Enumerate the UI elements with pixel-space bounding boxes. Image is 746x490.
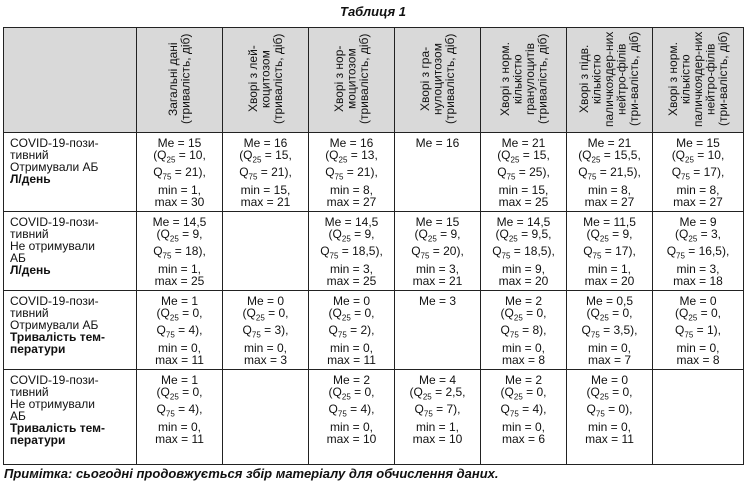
cell-line: $Q_{75} = 18,5$), [320, 244, 383, 261]
cell-line: ($Q_{25} = 15$, [497, 148, 550, 165]
row-label-line: Не отримували [10, 239, 95, 253]
data-table [3, 27, 744, 465]
cell-line: max = 3 [243, 352, 288, 367]
row-label [4, 212, 137, 291]
cell-line: min = 1, [157, 182, 202, 197]
row-label-bold-line: Тривалість тем- [10, 330, 105, 344]
row-label-bold-line: ператури [10, 342, 66, 356]
cell-line: Me = 0,5 [585, 294, 634, 308]
cell-line: max = 8 [676, 352, 720, 367]
row-label-line: COVID-19-пози- [10, 373, 99, 387]
cell-line: ($Q_{25} = 0$, [328, 306, 375, 323]
cell-line: ($Q_{25} = 0$, [156, 385, 203, 402]
table-row [4, 370, 744, 465]
cell-line: max = 8 [501, 352, 546, 367]
cell-line: min = 0, [243, 340, 288, 355]
row-label [4, 370, 137, 465]
cell-line: Me = 3 [418, 294, 457, 308]
cell-line: max = 18 [673, 273, 723, 288]
cell-line: max = 10 [326, 431, 377, 446]
cell-line: $Q_{75} = 0$), [586, 402, 633, 419]
cell-line: Me = 4 [418, 373, 457, 387]
cell-line: Me = 11,5 [583, 215, 636, 229]
cell-line: min = 8, [329, 182, 374, 197]
cell-line: Me = 14,5 [496, 215, 551, 229]
row-label-line: тивний [10, 385, 49, 399]
row-label [4, 133, 137, 212]
cell-line: ($Q_{25} = 9,5$, [495, 227, 552, 244]
cell-line: ($Q_{25} = 0$, [500, 306, 547, 323]
cell-line: Me = 21 [501, 136, 546, 150]
row-label-line: тивний [10, 306, 49, 320]
row-label-bold-line: Тривалість тем- [10, 421, 105, 435]
cell-line: ($Q_{25} = 0$, [328, 385, 375, 402]
cell-line: ($Q_{25} = 0$, [586, 385, 633, 402]
cell-line: min = 15, [240, 182, 291, 197]
row-label [4, 291, 137, 370]
cell-line: max = 20 [498, 273, 549, 288]
cell-line: max = 11 [155, 431, 204, 446]
row-label-line: COVID-19-пози- [10, 215, 99, 229]
cell-line: ($Q_{25} = 15$, [239, 148, 292, 165]
cell-line: max = 20 [584, 273, 635, 288]
row-label-line: тивний [10, 227, 49, 241]
cell-line: $Q_{75} = 18,5$), [492, 244, 555, 261]
cell-line: max = 7 [587, 352, 632, 367]
table-cell [309, 370, 395, 465]
cell-line: Me = 2 [332, 373, 371, 387]
table-cell [481, 212, 567, 291]
cell-line: Me = 15 [157, 136, 202, 150]
cell-line: $Q_{75} = 20$), [411, 244, 464, 261]
table-cell [223, 291, 309, 370]
table-cell [653, 370, 744, 465]
cell-line: $Q_{75} = 2$), [328, 323, 375, 340]
table-cell [309, 291, 395, 370]
cell-line: Me = 0 [332, 294, 371, 308]
header-cell: Хворі з підв. кількістю паличкоядер-них нейтро-філів (три-валість, діб) [567, 28, 653, 133]
table-cell [395, 291, 481, 370]
cell-line: max = 25 [154, 273, 205, 288]
cell-line: $Q_{75} = 17$), [583, 244, 636, 261]
cell-line: min = 1, [587, 261, 632, 276]
row-label-line: Отримували АБ [10, 318, 99, 332]
header-cell: Хворі з лей-коцитозом (тривалість, діб) [223, 28, 309, 133]
cell-line: $Q_{75} = 21$), [153, 165, 206, 182]
cell-line: min = 0, [329, 340, 374, 355]
row-label-line: COVID-19-пози- [10, 294, 99, 308]
cell-line: $Q_{75} = 17$), [671, 165, 725, 182]
table-cell [653, 291, 744, 370]
table-row [4, 212, 744, 291]
table-cell [395, 370, 481, 465]
header-corner [4, 28, 137, 133]
table-cell [567, 370, 653, 465]
table-cell [223, 133, 309, 212]
cell-line: min = 3, [415, 261, 460, 276]
cell-line: $Q_{75} = 3$), [242, 323, 289, 340]
cell-line: Me = 0 [246, 294, 285, 308]
cell-line: min = 15, [498, 182, 549, 197]
cell-line: min = 9, [501, 261, 546, 276]
header-cell: Загальні дані (тривалість, діб) [137, 28, 223, 133]
header-cell: Хворі з норм. кількістю гранулоцитів (тривалість, діб) [481, 28, 567, 133]
row-label-bold-line: Л/день [10, 263, 51, 277]
cell-line: max = 27 [584, 194, 635, 209]
cell-line: $Q_{75} = 7$), [414, 402, 461, 419]
cell-line: min = 0, [587, 419, 632, 434]
table-cell [137, 291, 223, 370]
cell-line: ($Q_{25} = 9$, [328, 227, 375, 244]
cell-line: max = 21 [412, 273, 463, 288]
cell-line: min = 3, [329, 261, 374, 276]
table-cell [223, 370, 309, 465]
cell-line: max = 21 [240, 194, 291, 209]
cell-line: ($Q_{25} = 9$, [586, 227, 633, 244]
table-cell [567, 212, 653, 291]
cell-line: min = 0, [501, 419, 546, 434]
cell-line: Me = 16 [329, 136, 374, 150]
cell-line: ($Q_{25} = 10$, [671, 148, 725, 165]
cell-line: ($Q_{25} = 0$, [675, 306, 721, 323]
cell-line: $Q_{75} = 4$), [328, 402, 375, 419]
row-label-line: Отримували АБ [10, 160, 99, 174]
cell-line: Me = 21 [587, 136, 632, 150]
cell-line: min = 0, [676, 340, 720, 355]
cell-line: min = 0, [157, 340, 202, 355]
cell-line: $Q_{75} = 18$), [153, 244, 206, 261]
cell-line: max = 11 [585, 431, 634, 446]
table-cell [137, 370, 223, 465]
cell-line: ($Q_{25} = 0$, [586, 306, 633, 323]
table-cell [137, 212, 223, 291]
cell-line: $Q_{75} = 16,5$), [666, 244, 730, 261]
cell-line: max = 25 [498, 194, 549, 209]
table-row [4, 291, 744, 370]
cell-line: Me = 14,5 [324, 215, 379, 229]
row-label-line: Не отримували [10, 397, 95, 411]
table-row [4, 133, 744, 212]
cell-line: Me = 1 [160, 294, 199, 308]
table-caption: Таблиця 1 [340, 4, 406, 19]
cell-line: ($Q_{25} = 0$, [156, 306, 203, 323]
row-label-line: АБ [10, 409, 26, 423]
cell-line: max = 27 [673, 194, 723, 209]
cell-line: $Q_{75} = 21$), [239, 165, 292, 182]
table-cell [395, 133, 481, 212]
cell-line: min = 0, [157, 419, 202, 434]
cell-line: ($Q_{25} = 15,5$, [578, 148, 641, 165]
cell-line: Me = 2 [504, 373, 543, 387]
row-label-line: АБ [10, 251, 26, 265]
row-label-line: COVID-19-пози- [10, 136, 99, 150]
cell-line: Me = 0 [590, 373, 629, 387]
cell-line: ($Q_{25} = 3$, [675, 227, 721, 244]
cell-line: $Q_{75} = 1$), [675, 323, 721, 340]
cell-line: ($Q_{25} = 0$, [242, 306, 289, 323]
cell-line: min = 8, [587, 182, 632, 197]
cell-line: ($Q_{25} = 13$, [325, 148, 378, 165]
cell-line: max = 6 [501, 431, 546, 446]
row-label-line: тивний [10, 148, 49, 162]
cell-line: $Q_{75} = 3,5$), [581, 323, 638, 340]
cell-line: min = 1, [157, 261, 202, 276]
cell-line: $Q_{75} = 4$), [156, 323, 203, 340]
table-cell [223, 212, 309, 291]
cell-line: Me = 0 [679, 294, 717, 308]
cell-line: Me = 9 [679, 215, 717, 229]
cell-line: Me = 16 [415, 136, 460, 150]
cell-line: ($Q_{25} = 9$, [414, 227, 461, 244]
cell-line: min = 1, [415, 419, 460, 434]
table-note: Примітка: сьогодні продовжується збір матеріалу для обчислення даних. [4, 466, 499, 481]
table-cell [481, 370, 567, 465]
cell-line: min = 3, [676, 261, 720, 276]
cell-line: $Q_{75} = 21,5$), [578, 165, 641, 182]
header-cell: Хворі з норм. кількістю паличкоядер-них нейтро-філів (три-валість, діб) [653, 28, 744, 133]
cell-line: max = 27 [326, 194, 377, 209]
cell-line: $Q_{75} = 4$), [156, 402, 203, 419]
table-cell [481, 133, 567, 212]
cell-line: $Q_{75} = 8$), [500, 323, 547, 340]
cell-line: max = 11 [155, 352, 204, 367]
cell-line: Me = 15 [676, 136, 720, 150]
cell-line: Me = 2 [504, 294, 543, 308]
cell-line: Me = 15 [415, 215, 460, 229]
header-cell: Хворі з нор-моцитозом (тривалість, діб) [309, 28, 395, 133]
cell-line: max = 10 [412, 431, 463, 446]
table-cell [653, 133, 744, 212]
table-cell [309, 212, 395, 291]
table-cell [395, 212, 481, 291]
cell-line: ($Q_{25} = 9$, [156, 227, 203, 244]
table-cell [481, 291, 567, 370]
header-row [4, 28, 744, 133]
cell-line: min = 0, [329, 419, 374, 434]
table-cell [137, 133, 223, 212]
cell-line: Me = 1 [160, 373, 199, 387]
row-label-bold-line: ператури [10, 433, 66, 447]
table-cell [653, 212, 744, 291]
cell-line: max = 30 [154, 194, 205, 209]
row-label-bold-line: Л/день [10, 172, 51, 186]
table-cell [567, 133, 653, 212]
cell-line: min = 0, [501, 340, 546, 355]
cell-line: Me = 16 [243, 136, 288, 150]
cell-line: $Q_{75} = 21$), [325, 165, 378, 182]
table-cell [567, 291, 653, 370]
cell-line: ($Q_{25} = 0$, [500, 385, 547, 402]
cell-line: max = 11 [327, 352, 376, 367]
cell-line: max = 25 [326, 273, 377, 288]
cell-line: ($Q_{25} = 10$, [153, 148, 206, 165]
cell-line: $Q_{75} = 25$), [497, 165, 550, 182]
cell-line: min = 0, [587, 340, 632, 355]
cell-line: min = 8, [676, 182, 720, 197]
cell-line: $Q_{75} = 4$), [500, 402, 547, 419]
table-cell [309, 133, 395, 212]
cell-line: Me = 14,5 [152, 215, 207, 229]
cell-line: ($Q_{25} = 2,5$, [409, 385, 466, 402]
header-cell: Хворі з гра-нулоцитозом (тривалість, діб) [395, 28, 481, 133]
